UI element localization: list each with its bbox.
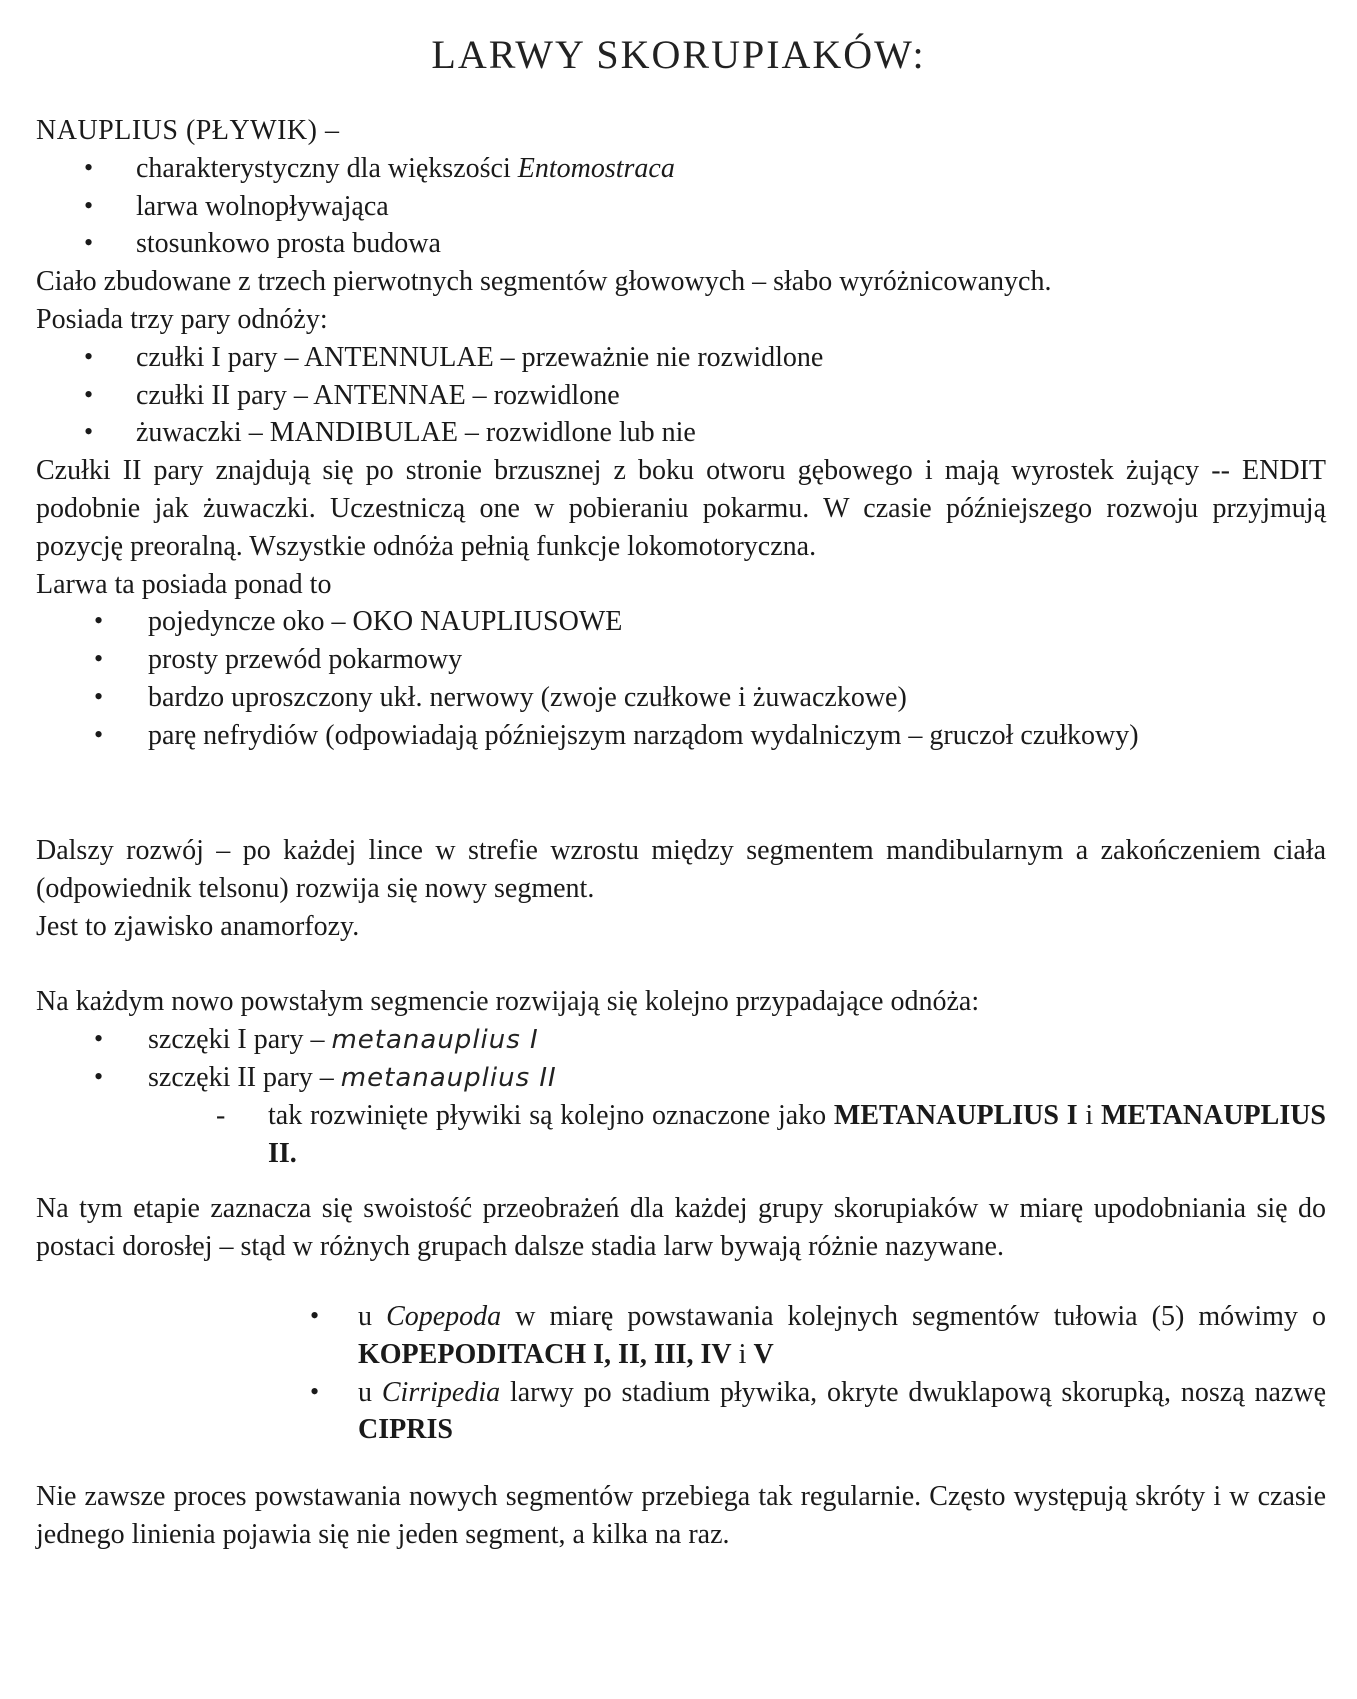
body-paragraph: Ciało zbudowane z trzech pierwotnych segmentów głowowych – słabo wyróżnicowanych. xyxy=(36,266,1052,298)
body-paragraph: Czułki II pary znajdują się po stronie brzusznej z boku otworu gębowego i mają wyrostek żujący -- ENDIT podobnie jak żuwaczki. Uczestniczą one w pobieraniu pokarmu. W czasie późniejszego rozwoju przyjmują pozycję preoralną. Wszystkie odnóża pełnią funkcje lokomotoryczna. xyxy=(36,455,1326,562)
handwritten-note: metanauplius I xyxy=(331,1025,539,1056)
list-item: • szczęki II pary – metanauplius II xyxy=(36,1059,1326,1097)
list-item: • czułki I pary – ANTENNULAE – przeważnie nie rozwidlone xyxy=(36,339,1326,377)
nauplius-features-list xyxy=(36,150,1326,263)
groups-section xyxy=(36,1190,1326,1266)
list-item: • prosty przewód pokarmowy xyxy=(36,641,1326,679)
handwritten-note: metanauplius II xyxy=(340,1062,557,1093)
body-paragraph: Larwa ta posiada ponad to xyxy=(36,568,332,600)
list-item: • żuwaczki – MANDIBULAE – rozwidlone lub nie xyxy=(36,414,1326,452)
appendages-list xyxy=(36,339,1326,452)
dash-item: - tak rozwinięte pływiki są kolejno oznaczone jako METANAUPLIUS I i METANAUPLIUS II. xyxy=(36,1097,1326,1173)
list-item: • pojedyncze oko – OKO NAUPLIUSOWE xyxy=(36,603,1326,641)
body-paragraph: Jest to zjawisko anamorfozy. xyxy=(36,910,360,942)
groups-list xyxy=(310,1298,1326,1449)
closing-section xyxy=(36,1478,1326,1554)
groups-list-wrapper xyxy=(310,1298,1326,1449)
nauplius-heading: NAUPLIUS (PŁYWIK) – xyxy=(36,115,340,146)
list-item: • larwa wolnopływająca xyxy=(36,188,1326,226)
nauplius-section xyxy=(36,112,1326,755)
list-item: • szczęki I pary – metanauplius I xyxy=(36,1021,1326,1059)
page-title: LARWY SKORUPIAKÓW: xyxy=(431,32,926,77)
list-item: • czułki II pary – ANTENNAE – rozwidlone xyxy=(36,377,1326,415)
body-paragraph: Dalszy rozwój – po każdej lince w strefie wzrostu między segmentem mandibularnym a zakończeniem ciała (odpowiednik telsonu) rozwija się nowy segment. xyxy=(36,835,1326,904)
list-item: • u Copepoda w miarę powstawania kolejnych segmentów tułowia (5) mówimy o KOPEPODITACH I, II, III, IV i V xyxy=(310,1298,1326,1374)
body-paragraph: Nie zawsze proces powstawania nowych segmentów przebiega tak regularnie. Często występują skróty i w czasie jednego linienia pojawia się nie jeden segment, a kilka na raz. xyxy=(36,1481,1326,1550)
larva-organs-list xyxy=(36,603,1326,754)
maxillae-list xyxy=(36,1021,1326,1097)
body-paragraph: Na każdym nowo powstałym segmencie rozwijają się kolejno przypadające odnóża: xyxy=(36,986,980,1018)
list-item: • bardzo uproszczony ukł. nerwowy (zwoje czułkowe i żuwaczkowe) xyxy=(36,679,1326,717)
list-item: • charakterystyczny dla większości Entomostraca xyxy=(36,150,1326,188)
list-item: • u Cirripedia larwy po stadium pływika, okryte dwuklapową skorupką, noszą nazwę CIPRIS xyxy=(310,1374,1326,1450)
body-paragraph: Na tym etapie zaznacza się swoistość przeobrażeń dla każdej grupy skorupiaków w miarę upodobniania się do postaci dorosłej – stąd w różnych grupach dalsze stadia larw bywają różnie nazywane. xyxy=(36,1193,1326,1262)
list-item: • parę nefrydiów (odpowiadają późniejszym narządom wydalniczym – gruczoł czułkowy) xyxy=(36,717,1326,755)
body-paragraph: Posiada trzy pary odnóży: xyxy=(36,303,328,335)
list-item: • stosunkowo prosta budowa xyxy=(36,225,1326,263)
development-section xyxy=(36,832,1326,1172)
